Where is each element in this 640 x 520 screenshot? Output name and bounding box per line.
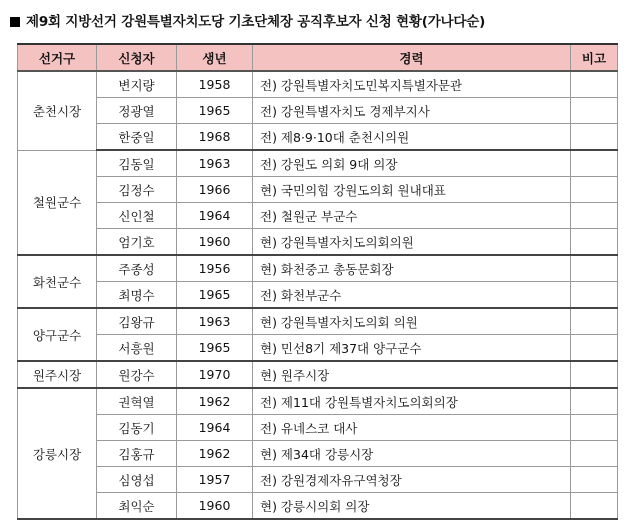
header-applicant: 신청자: [97, 44, 177, 71]
note: [571, 98, 618, 124]
birth-year: 1956: [177, 255, 253, 282]
applicant-name: 엄기호: [97, 229, 177, 256]
career: 전) 제11대 강원특별자치도의회의장: [253, 388, 571, 415]
applicant-name: 변지량: [97, 71, 177, 98]
birth-year: 1957: [177, 467, 253, 493]
career: 전) 강원특별자치도민복지특별자문관: [253, 71, 571, 98]
career: 현) 제34대 강릉시장: [253, 441, 571, 467]
career: 현) 강원특별자치도의회 의원: [253, 308, 571, 335]
birth-year: 1963: [177, 308, 253, 335]
district-cell: 강릉시장: [18, 388, 97, 519]
career: 현) 화천중고 총동문회장: [253, 255, 571, 282]
applicant-name: 주종성: [97, 255, 177, 282]
table-row: [18, 150, 618, 177]
table-row: [18, 308, 618, 335]
birth-year: 1964: [177, 415, 253, 441]
career: 전) 화천부군수: [253, 282, 571, 309]
note: [571, 415, 618, 441]
career: 현) 강릉시의회 의장: [253, 493, 571, 520]
table-row: [18, 229, 618, 256]
birth-year: 1960: [177, 493, 253, 520]
birth-year: 1965: [177, 335, 253, 362]
district-cell: 철원군수: [18, 150, 97, 255]
applicant-name: 김홍규: [97, 441, 177, 467]
table-row: [18, 203, 618, 229]
district-cell: 원주시장: [18, 361, 97, 388]
page-title: [10, 10, 485, 30]
table-row: [18, 361, 618, 388]
note: [571, 282, 618, 309]
birth-year: 1963: [177, 150, 253, 177]
table-row: [18, 493, 618, 520]
applicant-name: 최익순: [97, 493, 177, 520]
table-row: [18, 71, 618, 98]
birth-year: 1958: [177, 71, 253, 98]
note: [571, 388, 618, 415]
applicant-name: 김정수: [97, 177, 177, 203]
applicant-name: 김동기: [97, 415, 177, 441]
table-row: [18, 415, 618, 441]
birth-year: 1960: [177, 229, 253, 256]
career: 현) 강원특별자치도의회의원: [253, 229, 571, 256]
birth-year: 1965: [177, 282, 253, 309]
table-row: [18, 388, 618, 415]
career: 전) 유네스코 대사: [253, 415, 571, 441]
applicant-name: 최명수: [97, 282, 177, 309]
note: [571, 441, 618, 467]
applicants-table: [17, 43, 618, 520]
district-cell: 양구군수: [18, 308, 97, 361]
applicant-name: 김왕규: [97, 308, 177, 335]
applicant-name: 정광열: [97, 98, 177, 124]
note: [571, 493, 618, 520]
birth-year: 1966: [177, 177, 253, 203]
note: [571, 361, 618, 388]
table-row: [18, 255, 618, 282]
note: [571, 71, 618, 98]
career: 전) 제8·9·10대 춘천시의원: [253, 124, 571, 151]
table-row: [18, 335, 618, 362]
note: [571, 467, 618, 493]
note: [571, 124, 618, 151]
birth-year: 1965: [177, 98, 253, 124]
district-cell: 춘천시장: [18, 71, 97, 150]
applicant-name: 신인철: [97, 203, 177, 229]
table-row: [18, 177, 618, 203]
birth-year: 1962: [177, 441, 253, 467]
birth-year: 1962: [177, 388, 253, 415]
career: 전) 강원도 의회 9대 의장: [253, 150, 571, 177]
title-text: 제9회 지방선거 강원특별자치도당 기초단체장 공직후보자 신청 현황(가나다순): [26, 14, 486, 30]
note: [571, 229, 618, 256]
applicant-name: 원강수: [97, 361, 177, 388]
header-birth-year: 생년: [177, 44, 253, 71]
note: [571, 177, 618, 203]
note: [571, 308, 618, 335]
table-row: [18, 441, 618, 467]
district-cell: 화천군수: [18, 255, 97, 308]
table-row: [18, 282, 618, 309]
note: [571, 203, 618, 229]
career: 전) 강원경제자유구역청장: [253, 467, 571, 493]
header-note: 비고: [571, 44, 618, 71]
birth-year: 1964: [177, 203, 253, 229]
note: [571, 255, 618, 282]
applicant-name: 김동일: [97, 150, 177, 177]
birth-year: 1968: [177, 124, 253, 151]
career: 현) 국민의힘 강원도의회 원내대표: [253, 177, 571, 203]
note: [571, 150, 618, 177]
career: 현) 민선8기 제37대 양구군수: [253, 335, 571, 362]
table-row: [18, 124, 618, 151]
square-bullet-icon: [10, 17, 20, 27]
birth-year: 1970: [177, 361, 253, 388]
career: 전) 강원특별자치도 경제부지사: [253, 98, 571, 124]
applicant-name: 한중일: [97, 124, 177, 151]
table-row: [18, 467, 618, 493]
applicant-name: 권혁열: [97, 388, 177, 415]
applicant-name: 서흥원: [97, 335, 177, 362]
header-career: 경력: [253, 44, 571, 71]
applicant-name: 심영섭: [97, 467, 177, 493]
note: [571, 335, 618, 362]
header-district: 선거구: [18, 44, 97, 71]
career: 전) 철원군 부군수: [253, 203, 571, 229]
table-row: [18, 98, 618, 124]
header-row: [18, 44, 618, 71]
career: 현) 원주시장: [253, 361, 571, 388]
